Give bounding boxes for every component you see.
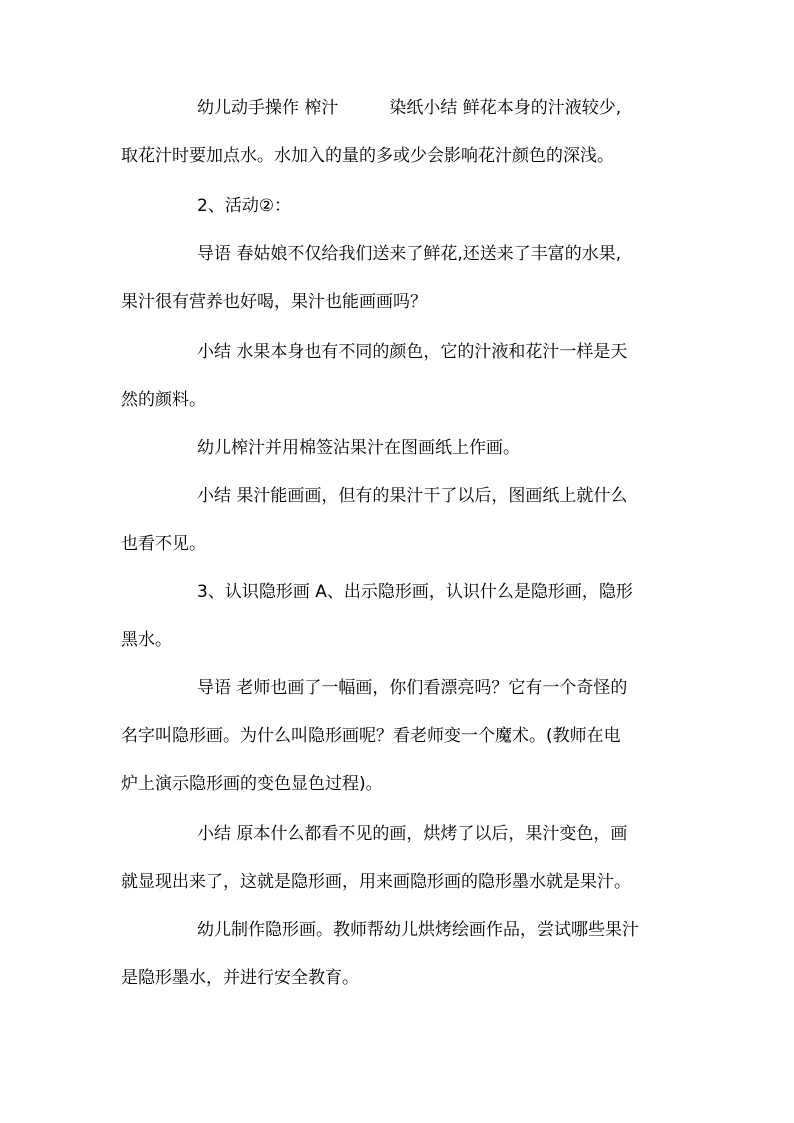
paragraph-children-make [121, 906, 681, 1002]
text-line: 也看不见。 [121, 534, 206, 554]
text-line: 名字叫隐形画。为什么叫隐形画呢？看老师变一个魔术。(教师在电 [121, 726, 621, 746]
paragraph-intro-fruit [121, 230, 681, 326]
text-line: 幼儿制作隐形画。教师帮幼儿烘烤绘画作品，尝试哪些果汁 [197, 920, 639, 940]
paragraph-children-paint [121, 424, 681, 472]
text-line: 导语 老师也画了一幅画，你们看漂亮吗？它有一个奇怪的 [197, 678, 628, 698]
text-line: 3、认识隐形画 A、出示隐形画，认识什么是隐形画，隐形 [197, 582, 633, 602]
text-line: 然的颜料。 [121, 390, 206, 410]
section-heading: 2、活动②： [197, 196, 292, 216]
text-line: 导语 春姑娘不仅给我们送来了鲜花,还送来了丰富的水果, [197, 244, 622, 264]
text-line: 取花汁时要加点水。水加入的量的多或少会影响花汁颜色的深浅。 [121, 146, 614, 166]
text-line: 就显现出来了，这就是隐形画，用来画隐形画的隐形墨水就是果汁。 [121, 872, 631, 892]
paragraph-activity-3-heading [121, 568, 681, 664]
text-line: 小结 水果本身也有不同的颜色，它的汁液和花汁一样是天 [197, 342, 628, 362]
text-line: 炉上演示隐形画的变色显色过程)。 [121, 774, 383, 794]
paragraph-summary-juice-dry [121, 472, 681, 568]
text-line: 幼儿榨汁并用棉签沾果汁在图画纸上作画。 [197, 438, 520, 458]
text-line: 是隐形墨水，并进行安全教育。 [121, 968, 359, 988]
text-line: 黑水。 [121, 630, 172, 650]
paragraph-summary-fruit-color [121, 328, 681, 424]
text-line: 小结 果汁能画画，但有的果汁干了以后，图画纸上就什么 [197, 486, 628, 506]
text-line: 小结 原本什么都看不见的画，烘烤了以后，果汁变色，画 [197, 824, 628, 844]
paragraph-intro-invisible [121, 664, 681, 808]
paragraph-activity-2-heading [121, 182, 681, 230]
paragraph-juicing [121, 84, 681, 180]
text-line: 幼儿动手操作 榨汁 染纸小结 鲜花本身的汁液较少, [197, 98, 622, 118]
text-line: 果汁很有营养也好喝，果汁也能画画吗？ [121, 292, 427, 312]
paragraph-summary-invisible [121, 810, 681, 906]
